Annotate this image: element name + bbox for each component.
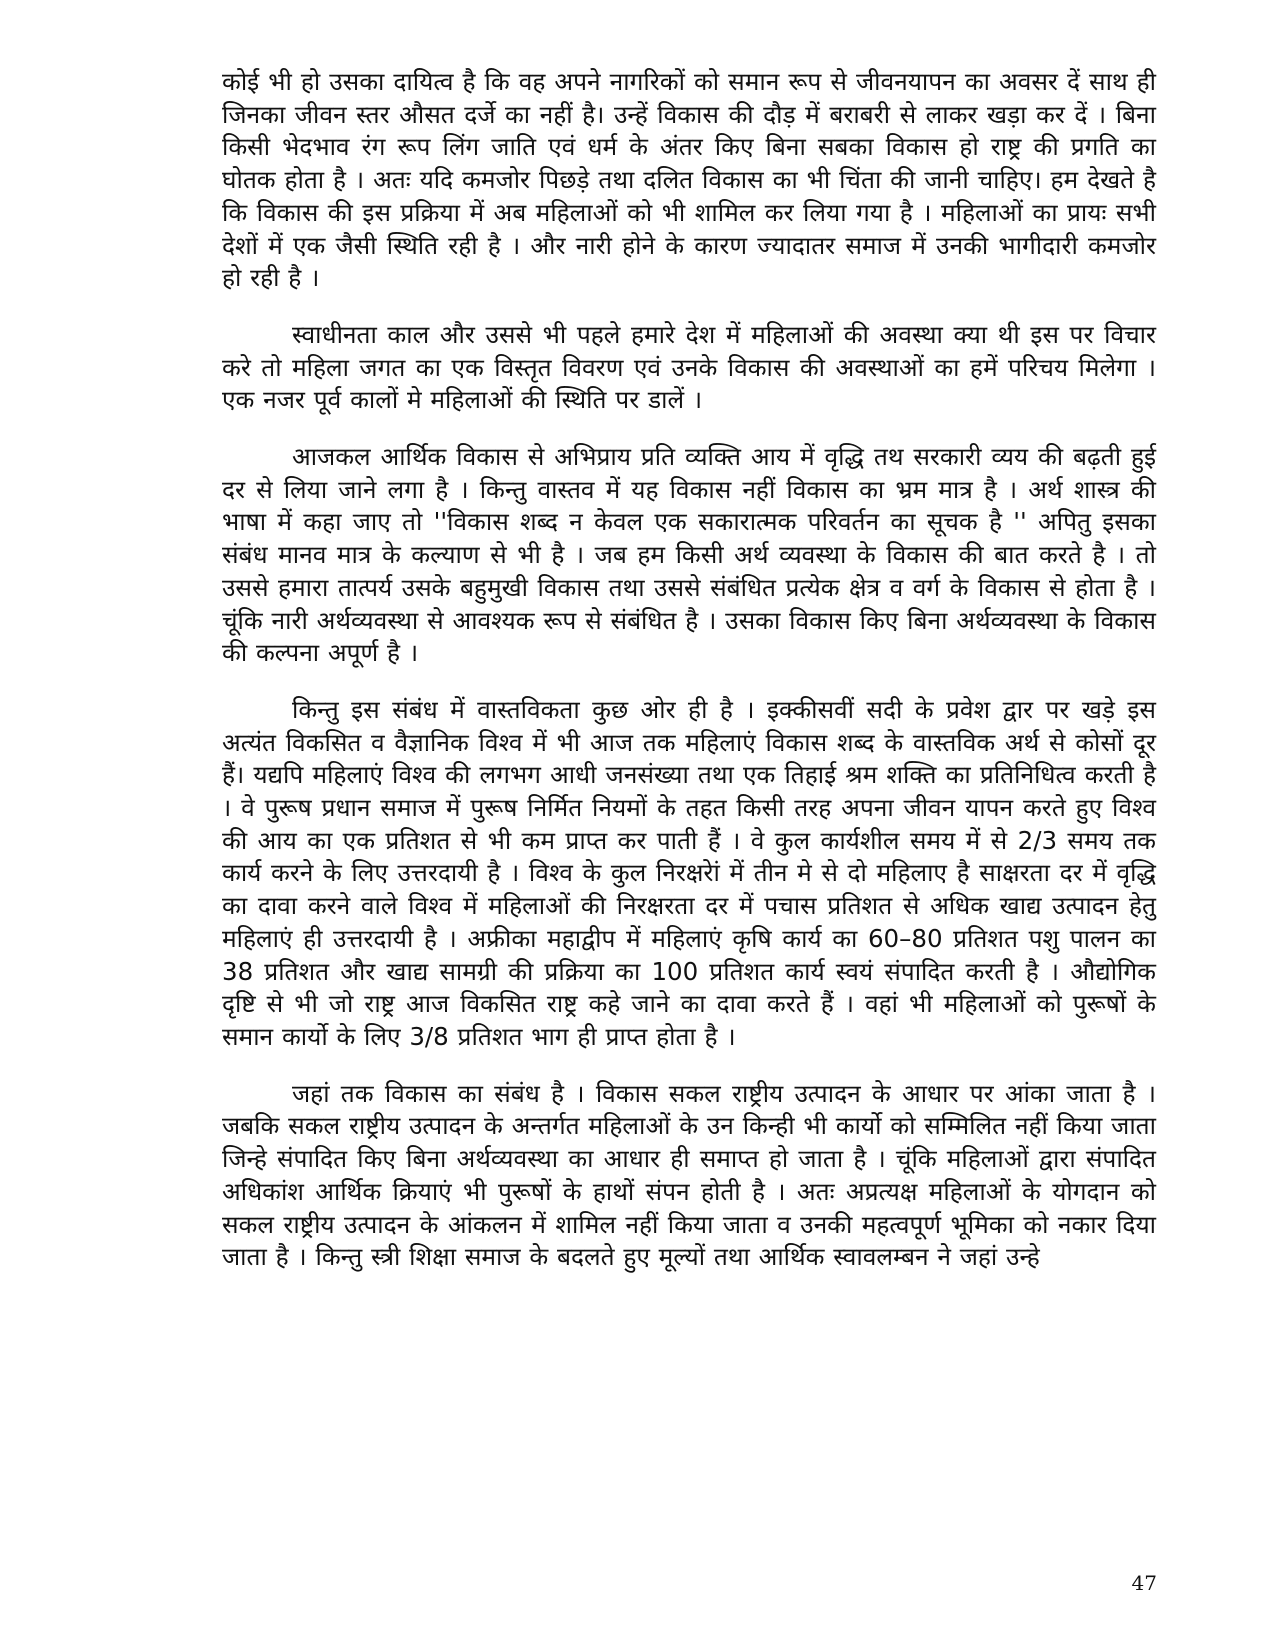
paragraph-5: जहां तक विकास का संबंध है । विकास सकल राष्ट्रीय उत्पादन के आधार पर आंका जाता है । जबकि सकल राष्ट्रीय उत्पादन के अन्तर्गत महिलाओं के उन किन्ही भी कार्यो को सम्मिलित नहीं किया जाता जिन्हे संपादित किए बिना अर्थव्यवस्था का आधार ही समाप्त हो जाता है । चूंकि महिलाओं द्वारा संपादित अधिकांश आर्थिक क्रियाएं भी पुरूषों के हाथों संपन होती है । अतः अप्रत्यक्ष महिलाओं के योगदान को सकल राष्ट्रीय उत्पादन के आंकलन में शामिल नहीं किया जाता व उनकी महत्वपूर्ण भूमिका को नकार दिया जाता है । किन्तु स्त्री शिक्षा समाज के बदलते हुए मूल्यों तथा आर्थिक स्वावलम्बन ने जहां उन्हे <box>222 1078 1156 1272</box>
paragraph-1: कोई भी हो उसका दायित्व है कि वह अपने नागरिकों को समान रूप से जीवनयापन का अवसर दें साथ ही जिनका जीवन स्तर औसत दर्जे का नहीं है। उन्हें विकास की दौड़ में बराबरी से लाकर खड़ा कर दें । बिना किसी भेदभाव रंग रूप लिंग जाति एवं धर्म के अंतर किए बिना सबका विकास हो राष्ट्र की प्रगति का घोतक होता है । अतः यदि कमजोर पिछड़े तथा दलित विकास का भी चिंता की जानी चाहिए। हम देखते है कि विकास की इस प्रक्रिया में अब महिलाओं को भी शामिल कर लिया गया है । महिलाओं का प्रायः सभी देशों में एक जैसी स्थिति रही है । और नारी होने के कारण ज्यादातर समाज में उनकी भागीदारी कमजोर हो रही है । <box>222 67 1156 293</box>
paragraph-4: किन्तु इस संबंध में वास्तविकता कुछ ओर ही है । इक्कीसवीं सदी के प्रवेश द्वार पर खड़े इस अत्यंत विकसित व वैज्ञानिक विश्व में भी आज तक महिलाएं विकास शब्द के वास्तविक अर्थ से कोसों दूर हैं। यद्यपि महिलाएं विश्व की लगभग आधी जनसंख्या तथा एक तिहाई श्रम शक्ति का प्रतिनिधित्व करती है । वे पुरूष प्रधान समाज में पुरूष निर्मित नियमों के तहत किसी तरह अपना जीवन यापन करते हुए विश्व की आय का एक प्रतिशत से भी कम प्राप्त कर पाती हैं । वे कुल कार्यशील समय में से 2/3 समय तक कार्य करने के लिए उत्तरदायी है । विश्व के कुल निरक्षरेां में तीन मे से दो महिलाए है साक्षरता दर में वृद्धि का दावा करने वाले विश्व में महिलाओं की निरक्षरता दर में पचास प्रतिशत से अधिक खाद्य उत्पादन हेतु महिलाएं ही उत्तरदायी है । अफ्रीका महाद्वीप में महिलाएं कृषि कार्य का 60–80 प्रतिशत पशु पालन का 38 प्रतिशत और खाद्य सामग्री की प्रक्रिया का 100 प्रतिशत कार्य स्वयं संपादित करती है । औद्योगिक दृष्टि से भी जो राष्ट्र आज विकसित राष्ट्र कहे जाने का दावा करते हैं । वहां भी महिलाओं को पुरूषों के समान कार्यो के लिए 3/8 प्रतिशत भाग ही प्राप्त होता है । <box>222 694 1156 1051</box>
page-number: 47 <box>1131 1571 1157 1595</box>
paragraph-2: स्वाधीनता काल और उससे भी पहले हमारे देश में महिलाओं की अवस्था क्या थी इस पर विचार करे तो महिला जगत का एक विस्तृत विवरण एवं उनके विकास की अवस्थाओं का हमें परिचय मिलेगा । एक नजर पूर्व कालों मे महिलाओं की स्थिति पर डालें । <box>222 319 1156 415</box>
document-page <box>222 66 1156 1298</box>
paragraph-3: आजकल आर्थिक विकास से अभिप्राय प्रति व्यक्ति आय में वृद्धि तथ सरकारी व्यय की बढ़ती हुई दर से लिया जाने लगा है । किन्तु वास्तव में यह विकास नहीं विकास का भ्रम मात्र है । अर्थ शास्त्र की भाषा में कहा जाए तो ''विकास शब्द न केवल एक सकारात्मक परिवर्तन का सूचक है '' अपितु इसका संबंध मानव मात्र के कल्याण से भी है । जब हम किसी अर्थ व्यवस्था के विकास की बात करते है । तो उससे हमारा तात्पर्य उसके बहुमुखी विकास तथा उससे संबंधित प्रत्येक क्षेत्र व वर्ग के विकास से होता है । चूंकि नारी अर्थव्यवस्था से आवश्यक रूप से संबंधित है । उसका विकास किए बिना अर्थव्यवस्था के विकास की कल्पना अपूर्ण है । <box>222 442 1156 668</box>
